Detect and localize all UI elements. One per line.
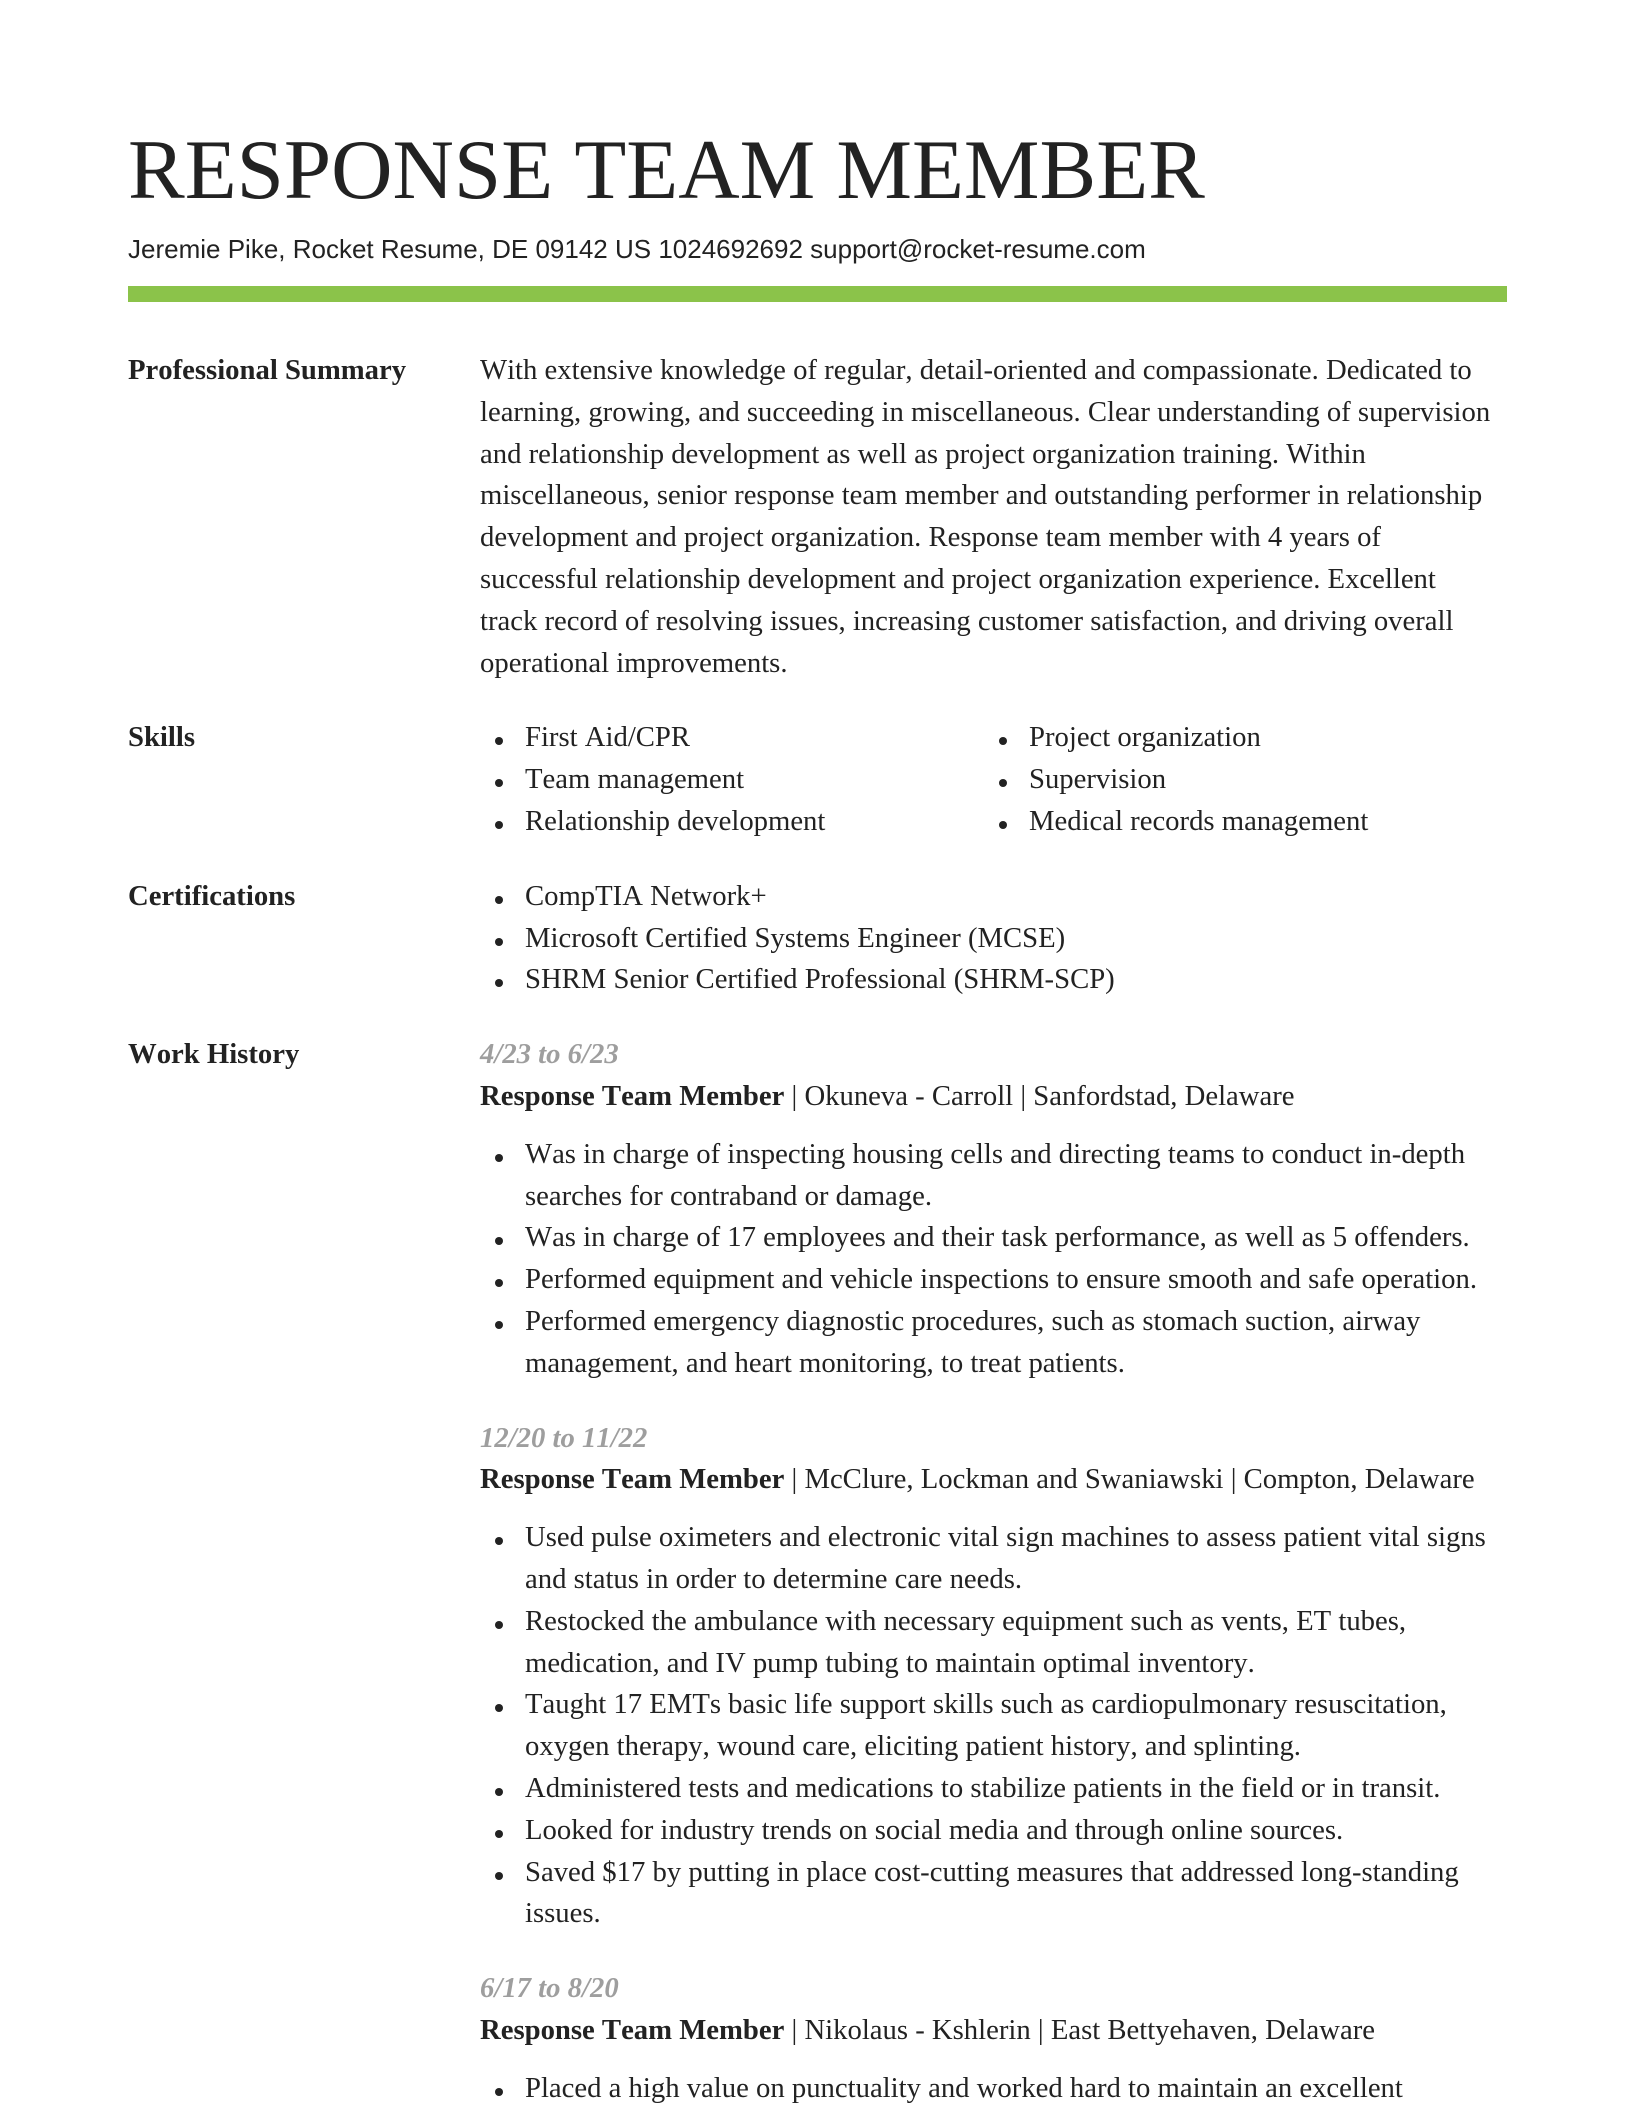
summary-line: learning, growing, and succeeding in miscellaneous. Clear understanding of supervision [480, 395, 1491, 428]
job-location: East Bettyehaven, Delaware [1050, 2013, 1375, 2046]
job-duties [480, 1134, 1520, 1385]
duty-item: Was in charge of inspecting housing cells and directing teams to conduct in-depth searches for contraband or damage. [525, 1134, 1520, 1218]
summary-line: successful relationship development and project organization experience. Excellent [480, 562, 1436, 595]
skills-section [128, 717, 1520, 842]
summary-line: development and project organization. Response team member with 4 years of [480, 521, 1381, 554]
resume-body [128, 350, 1520, 2109]
skill-item: Team management [525, 759, 984, 801]
summary-line: miscellaneous, senior response team member and outstanding performer in relationship [480, 479, 1483, 512]
duty-item: Saved $17 by putting in place cost-cutting measures that addressed long-standing issues. [525, 1852, 1520, 1936]
duty-item: Placed a high value on punctuality and worked hard to maintain an excellent [525, 2068, 1520, 2110]
summary-line: With extensive knowledge of regular, detail-oriented and compassionate. Dedicated to [480, 354, 1472, 386]
header-divider [128, 286, 1507, 302]
section-label: Professional Summary [128, 354, 407, 386]
duty-item: Administered tests and medications to stabilize patients in the field or in transit. [525, 1768, 1520, 1810]
section-label: Certifications [128, 879, 296, 912]
duty-item: Taught 17 EMTs basic life support skills such as cardiopulmonary resuscitation, oxygen therapy, wound care, eliciting patient history, and splinting. [525, 1684, 1520, 1768]
duty-item: Performed emergency diagnostic procedures, such as stomach suction, airway management, and heart monitoring, to treat patients. [525, 1301, 1520, 1385]
job-dates: 12/20 to 11/22 [480, 1421, 648, 1454]
certification-item: SHRM Senior Certified Professional (SHRM-SCP) [525, 959, 1520, 1001]
certifications-section [128, 876, 1520, 1001]
skill-item: Supervision [1029, 759, 1368, 801]
employer-name: McClure, Lockman and Swaniawski [804, 1463, 1224, 1496]
summary-line: and relationship development as well as project organization training. Within [480, 437, 1366, 470]
contact-info: Jeremie Pike, Rocket Resume, DE 09142 US 1024692692 support@rocket-resume.com [128, 234, 1146, 264]
employer-name: Okuneva - Carroll [804, 1079, 1014, 1112]
job-location: Compton, Delaware [1243, 1463, 1475, 1496]
resume-title: RESPONSE TEAM MEMBER [128, 123, 1205, 217]
work-history-list [480, 1034, 1520, 2109]
work-history-section [128, 1034, 1520, 2109]
section-label: Work History [128, 1038, 300, 1071]
duty-item: Looked for industry trends on social media and through online sources. [525, 1810, 1520, 1852]
certifications-list-wrap [480, 876, 1520, 1001]
job-heading [480, 2010, 1520, 2052]
job-dates: 6/17 to 8/20 [480, 1972, 619, 2005]
separator: | [784, 1079, 805, 1112]
job-heading [480, 1076, 1520, 1118]
skill-item: Project organization [1029, 717, 1368, 759]
separator: | [1013, 1079, 1034, 1112]
job-location: Sanfordstad, Delaware [1033, 1079, 1295, 1112]
duty-item: Restocked the ambulance with necessary equipment such as vents, ET tubes, medication, and IV pump tubing to maintain optimal inventory. [525, 1601, 1520, 1685]
skills-list [480, 717, 1520, 842]
skill-item: Relationship development [525, 801, 984, 843]
duty-item: Performed equipment and vehicle inspections to ensure smooth and safe operation. [525, 1259, 1520, 1301]
summary-line: operational improvements. [480, 646, 788, 679]
skill-item: First Aid/CPR [525, 717, 984, 759]
separator: | [784, 2013, 805, 2046]
job-dates: 4/23 to 6/23 [480, 1038, 619, 1071]
job-entry [480, 1968, 1520, 2109]
section-label: Skills [128, 721, 195, 754]
job-heading [480, 1459, 1520, 1501]
summary-line: track record of resolving issues, increasing customer satisfaction, and driving overall [480, 604, 1454, 637]
skill-item: Medical records management [1029, 801, 1368, 843]
duty-item: Was in charge of 17 employees and their task performance, as well as 5 offenders. [525, 1217, 1520, 1259]
employer-name: Nikolaus - Kshlerin [804, 2013, 1031, 2046]
job-duties [480, 1517, 1520, 1935]
certification-item: Microsoft Certified Systems Engineer (MCSE) [525, 918, 1520, 960]
certifications-list [480, 876, 1520, 1001]
duty-item: Used pulse oximeters and electronic vital sign machines to assess patient vital signs and status in order to determine care needs. [525, 1517, 1520, 1601]
separator: | [784, 1463, 805, 1496]
job-entry [480, 1418, 1520, 1936]
job-title: Response Team Member [480, 1463, 785, 1496]
certification-item: CompTIA Network+ [525, 876, 1520, 918]
separator: | [1223, 1463, 1244, 1496]
skills-column [984, 717, 1368, 842]
job-title: Response Team Member [480, 1079, 785, 1112]
professional-summary-section [128, 350, 1520, 684]
separator: | [1030, 2013, 1051, 2046]
summary-text [480, 350, 1520, 684]
job-duties [480, 2068, 1520, 2110]
job-title: Response Team Member [480, 2013, 785, 2046]
job-entry [480, 1034, 1520, 1384]
skills-column [480, 717, 984, 842]
